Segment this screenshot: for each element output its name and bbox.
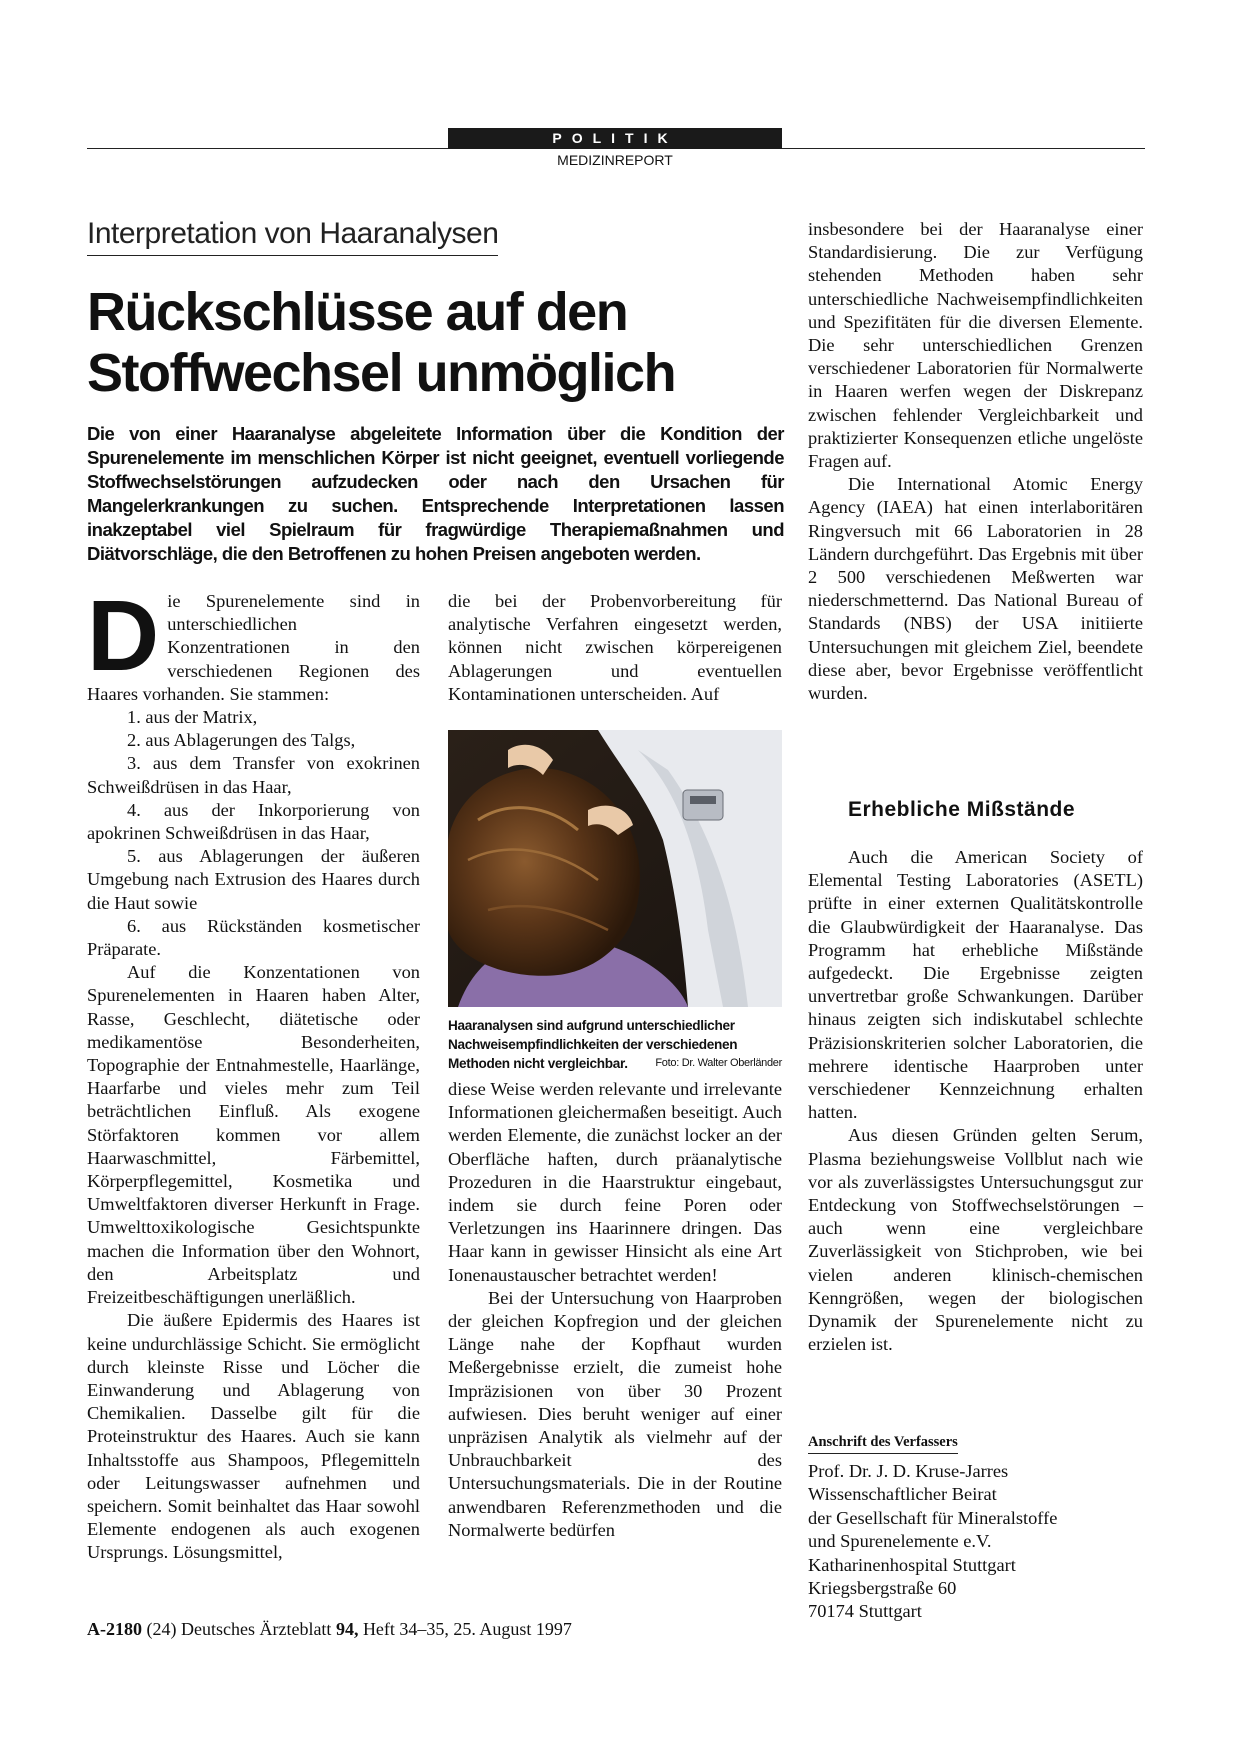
body-paragraph: diese Weise werden relevante und irrelevante Informationen gleichermaßen beseitigt. Auch werden Elemente, die zunächst locker an der Oberfläche haften, durch präanalytische Prozeduren in die Haarstruktur eingebaut, indem sie durch feine Poren oder Verletzungen ins Haarinnere dringen. Das Haar kann in gewisser Hinsicht als eine Art Ionenaustauscher betrachtet werden!: [448, 1079, 782, 1285]
author-address-label: Anschrift des Verfassers: [808, 1434, 958, 1454]
text-column-2-bottom: [448, 1078, 782, 1542]
section-label: POLITIK: [448, 128, 782, 149]
list-item: 1. aus der Matrix,: [127, 707, 258, 728]
body-paragraph: Die International Atomic Energy Agency (IAEA) hat einen interlaboritären Ringversuch mit 66 Laboratorien in 28 Ländern durchgeführt. Das Ergebnis mit über 2 500 verschiedenen Meßwerten war niederschmetternd. Das National Bureau of Standards (NBS) der USA initiierte Untersuchungen mit gleichem Ziel, beendete diese aber, bevor Ergebnisse veröffentlicht wurden.: [808, 474, 1143, 704]
section-subheading: Erhebliche Mißstände: [848, 798, 1076, 821]
article-photo: [448, 730, 782, 1007]
address-line: und Spurenelemente e.V.: [808, 1531, 992, 1552]
body-paragraph: insbesondere bei der Haaranalyse einer Standardisierung. Die zur Verfügung stehenden Methoden haben sehr unterschiedliche Nachweisempfindlichkeiten und Spezifitäten für die diversen Elemente. Die sehr unterschiedlichen Grenzen verschiedener Laboratorien für Normalwerte in Haaren werfen wegen der Diskrepanz zwischen fehlender Vergleichbarkeit und praktizierter Konsequenzen etliche ungelöste Fragen auf.: [808, 219, 1143, 472]
journal-volume: 94,: [335, 1619, 359, 1639]
page-number: A-2180: [87, 1619, 142, 1639]
article-kicker: Interpretation von Haaranalysen: [87, 217, 498, 256]
subsection-label: MEDIZINREPORT: [557, 152, 673, 168]
headline-line-1: Rückschlüsse auf den: [87, 282, 628, 342]
caption-text: Haaranalysen sind aufgrund unterschiedlicher Nachweisempfindlichkeiten der verschiedenen Methoden nicht vergleichbar.: [448, 1018, 738, 1071]
address-line: Wissenschaftlicher Beirat: [808, 1484, 997, 1505]
address-line: Katharinenhospital Stuttgart: [808, 1554, 1016, 1575]
hair-sample-photo: [448, 730, 782, 1007]
intro-paragraph: [87, 580, 420, 706]
article-headline: [87, 282, 787, 404]
address-line: Kriegsbergstraße 60: [808, 1578, 957, 1599]
photo-credit: Foto: Dr. Walter Oberländer: [655, 1057, 782, 1069]
address-line: 70174 Stuttgart: [808, 1601, 922, 1622]
body-paragraph: Auch die American Society of Elemental Testing Laboratories (ASETL) prüfte in einer externen Qualitätskontrolle die Glaubwürdigkeit der Haaranalyse. Das Programm hat erhebliche Mißstände aufgedeckt. Die Ergebnisse zeigten unvertretbar große Schwankungen. Darüber hinaus zeigten sich indiskutabel schlechte Präzisionskriterien solcher Laboratorien, die mehrere identische Haarproben unter verschiedener Kennzeichnung erhalten hatten.: [808, 847, 1143, 1123]
page-footer: [87, 1619, 572, 1640]
intro-text: ie Spurenelemente sind in unterschiedlichen Konzentrationen in den verschiedenen Regionen des Haares vorhanden. Sie stammen:: [87, 591, 420, 704]
text-column-2-top: [448, 590, 782, 706]
list-item: 6. aus Rückständen kosmetischer Präparate.: [87, 915, 420, 960]
address-line: Prof. Dr. J. D. Kruse-Jarres: [808, 1461, 1009, 1481]
text-column-1: [87, 580, 420, 1565]
list-item: 5. aus Ablagerungen der äußeren Umgebung nach Extrusion des Haares durch die Haut sowie: [87, 846, 420, 913]
text-column-3-top: [808, 218, 1143, 705]
list-item: 2. aus Ablagerungen des Talgs,: [127, 730, 356, 751]
issue-date: Heft 34–35, 25. August 1997: [362, 1619, 572, 1639]
body-paragraph: Die äußere Epidermis des Haares ist keine undurchlässige Schicht. Sie ermöglicht durch kleinste Risse und Löcher die Einwanderung und Ablagerung von Chemikalien. Dasselbe gilt für die Proteinstruktur des Haares. Auch sie kann Inhaltsstoffe aus Shampoos, Pflegemitteln oder Leitungswasser aufnehmen und speichern. Somit beinhaltet das Haar sowohl Elemente endogenen als auch exogenen Ursprungs. Lösungsmittel,: [87, 1310, 420, 1563]
address-line: der Gesellschaft für Mineralstoffe: [808, 1507, 1058, 1528]
photo-caption: [448, 1016, 782, 1073]
article-lead: Die von einer Haaranalyse abgeleitete Information über die Kondition der Spurenelemente im menschlichen Körper ist nicht geeignet, eventuell vorliegende Stoffwechselstörungen aufzudecken oder nach den Ursachen für Mangelerkrankungen zu suchen. Entsprechende Interpretationen lassen inakzeptabel viel Spielraum für fragwürdige Therapiemaßnahmen und Diätvorschläge, die den Betroffenen zu hohen Preisen angeboten werden.: [87, 423, 784, 564]
journal-name: (24) Deutsches Ärzteblatt: [146, 1619, 332, 1639]
list-item: 3. aus dem Transfer von exokrinen Schweißdrüsen in das Haar,: [87, 753, 420, 797]
text-column-3-bottom: [808, 846, 1143, 1356]
body-paragraph: die bei der Probenvorbereitung für analytische Verfahren eingesetzt werden, können nicht zwischen körpereigenen Ablagerungen und eventuellen Kontaminationen unterscheiden. Auf: [448, 591, 782, 704]
list-item: 4. aus der Inkorporierung von apokrinen Schweißdrüsen in das Haar,: [87, 799, 420, 844]
headline-line-2: Stoffwechsel unmöglich: [87, 343, 676, 403]
body-paragraph: Auf die Konzentationen von Spurenelementen in Haaren haben Alter, Rasse, Geschlecht, diätetische oder medikamentöse Besonderheiten, Topographie der Entnahmestelle, Haarlänge, Haarfarbe und vieles mehr zum Teil beträchtlichen Einfluß. Als exogene Störfaktoren kommen vor allem Haarwaschmittel, Färbemittel, Körperpflegemittel, Kosmetika und Umweltfaktoren diverser Herkunft in Frage. Umwelttoxikologische Gesichtspunkte machen die Information über den Wohnort, den Arbeitsplatz und Freizeitbeschäftigungen unerläßlich.: [87, 962, 420, 1308]
drop-cap: D: [87, 580, 160, 692]
body-paragraph: Bei der Untersuchung von Haarproben der gleichen Kopfregion und der gleichen Länge nahe der Kopfhaut wurden Meßergebnisse erzielt, die zumeist hohe Impräzisionen von über 30 Prozent aufwiesen. Dies beruht weniger auf einer unpräzisen Analytik als vielmehr auf der Unbrauchbarkeit des Untersuchungsmaterials. Die in der Routine anwendbaren Referenzmethoden und die Normalwerte bedürfen: [448, 1287, 782, 1540]
body-paragraph: Aus diesen Gründen gelten Serum, Plasma beziehungsweise Vollblut nach wie vor als zuverlässigstes Untersuchungsgut zur Entdeckung von Stoffwechselstörungen – auch wenn eine vergleichbare Zuverlässigkeit von Stichproben, wie bei vielen anderen klinisch-chemischen Kenngrößen, wegen der biologischen Dynamik der Spurenelemente nicht zu erzielen ist.: [808, 1125, 1143, 1355]
author-address: [808, 1460, 1057, 1624]
